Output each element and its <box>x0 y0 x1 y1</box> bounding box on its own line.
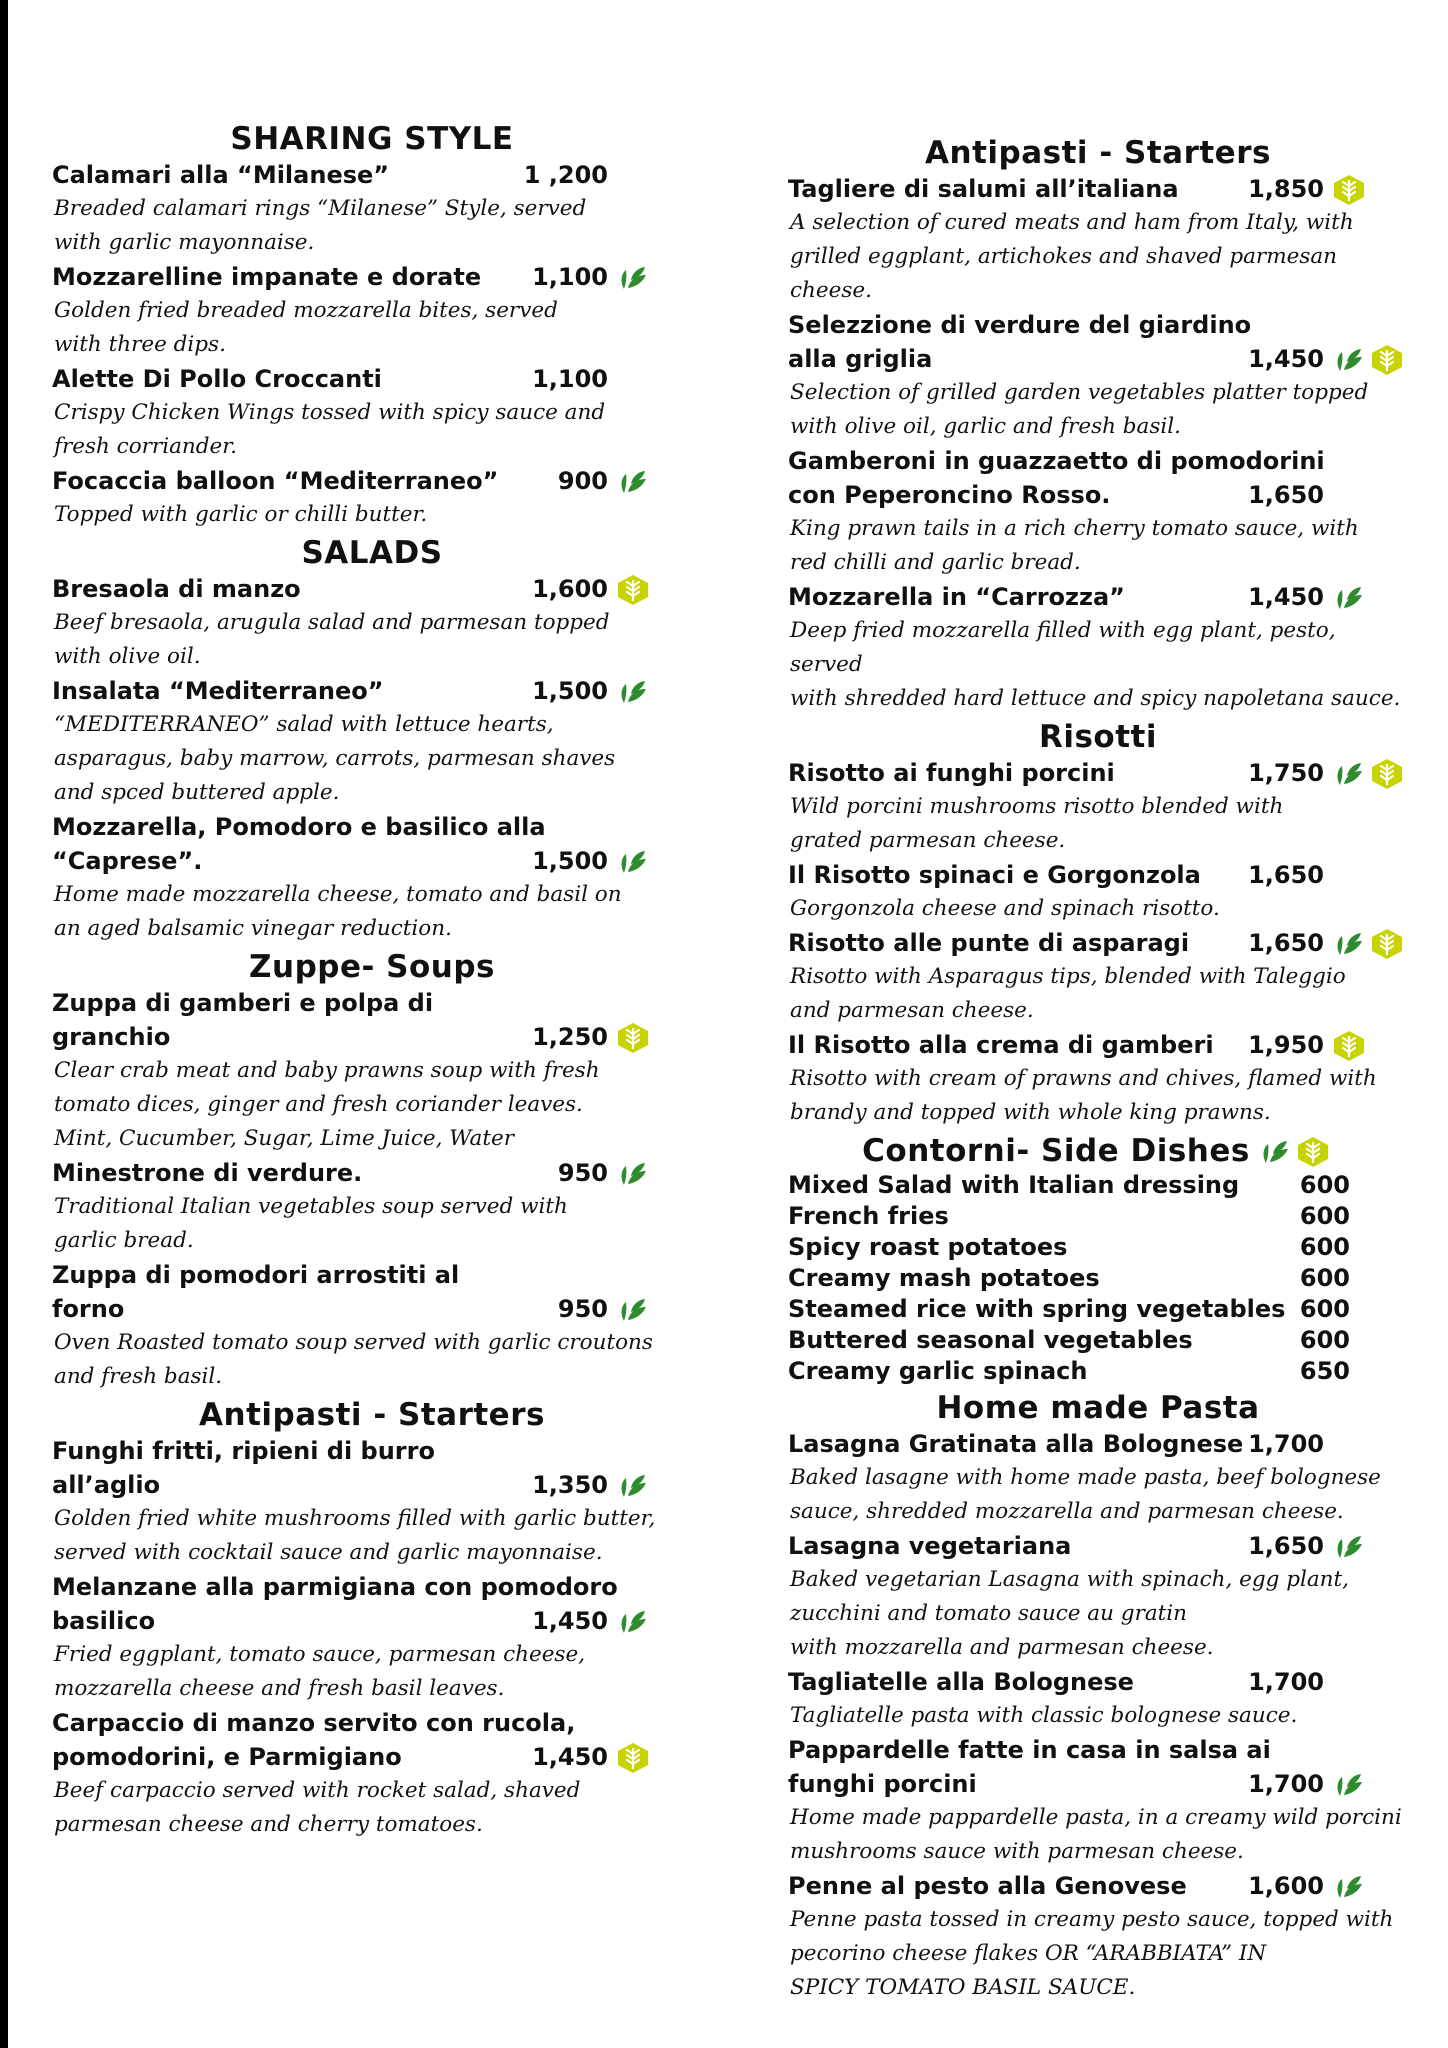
gluten-free-icon <box>616 1022 650 1052</box>
side-dish-row <box>788 1201 1408 1232</box>
menu-item <box>788 858 1408 926</box>
item-name-row <box>52 1156 692 1190</box>
item-description: and fresh basil. <box>54 1364 223 1389</box>
menu-item <box>52 1434 692 1570</box>
section-title: Zuppe- Soups <box>249 949 495 985</box>
item-description: fresh corriander. <box>54 434 237 459</box>
item-name-row <box>52 844 692 878</box>
item-price: 1,700 <box>1248 1770 1324 1798</box>
side-dish-price: 600 <box>1299 1202 1350 1230</box>
item-price: 950 <box>557 1295 608 1323</box>
item-name: Melanzane alla parmigiana con pomodoro <box>52 1573 618 1601</box>
item-description: Traditional Italian vegetables soup served with <box>54 1194 568 1219</box>
item-description: SPICY TOMATO BASIL SAUCE. <box>790 1975 1136 2000</box>
item-description: tomato dices, ginger and fresh coriander leaves. <box>54 1092 583 1117</box>
item-price: 1,850 <box>1248 175 1324 203</box>
item-name-row <box>52 572 692 606</box>
page-edge-bar <box>0 0 8 2048</box>
item-description: Tagliatelle pasta with classic bolognese sauce. <box>790 1703 1298 1728</box>
menu-item <box>788 580 1408 716</box>
diet-icons <box>1332 344 1408 374</box>
menu-item <box>52 810 692 946</box>
item-description: Baked vegetarian Lasagna with spinach, egg plant, <box>790 1567 1349 1592</box>
item-name-row <box>52 1740 692 1774</box>
section-title: Antipasti - Starters <box>925 135 1271 171</box>
diet-icons <box>616 1022 692 1052</box>
leaf-icon <box>616 676 650 706</box>
menu-item <box>788 1869 1408 2005</box>
side-dish-price: 600 <box>1299 1295 1350 1323</box>
item-price: 1,600 <box>532 575 608 603</box>
item-price: 950 <box>557 1159 608 1187</box>
side-dish-row <box>788 1356 1408 1387</box>
item-name: Lasagna vegetariana <box>788 1532 1072 1560</box>
item-price: 1 ,200 <box>523 161 608 189</box>
diet-icons <box>616 1742 692 1772</box>
item-name: Calamari alla “Milanese” <box>52 161 390 189</box>
item-description: mozzarella cheese and fresh basil leaves. <box>54 1676 505 1701</box>
diet-icons <box>1332 1871 1408 1901</box>
gluten-free-icon <box>616 574 650 604</box>
item-name-row <box>52 986 692 1020</box>
menu-item <box>788 1529 1408 1665</box>
item-description: grated parmesan cheese. <box>790 828 1066 853</box>
item-name-continued: granchio <box>52 1023 171 1051</box>
item-name-continued: basilico <box>52 1607 156 1635</box>
item-description: Deep fried mozzarella filled with egg plant, pesto, served <box>790 618 1336 677</box>
item-name: Tagliere di salumi all’italiana <box>788 175 1179 203</box>
leaf-icon <box>616 846 650 876</box>
item-name-row <box>788 342 1408 376</box>
item-price: 1,950 <box>1248 1031 1324 1059</box>
item-price: 1,500 <box>532 677 608 705</box>
item-price: 1,100 <box>532 263 608 291</box>
item-description: King prawn tails in a rich cherry tomato sauce, with <box>790 516 1359 541</box>
diet-icons <box>616 1606 692 1636</box>
item-name-row <box>52 810 692 844</box>
left-menu-column <box>52 118 692 1842</box>
diet-icons <box>616 1158 692 1188</box>
diet-icons <box>1332 1769 1408 1799</box>
menu-item <box>788 1028 1408 1130</box>
leaf-icon <box>1258 1136 1292 1166</box>
item-description: grilled eggplant, artichokes and shaved parmesan cheese. <box>790 244 1338 303</box>
item-description: Golden fried white mushrooms filled with garlic butter, <box>54 1506 656 1531</box>
item-description: with three dips. <box>54 332 226 357</box>
leaf-icon <box>616 1470 650 1500</box>
menu-item <box>788 444 1408 580</box>
menu-item <box>52 260 692 362</box>
item-price: 900 <box>557 467 608 495</box>
diet-icons <box>1332 928 1408 958</box>
item-name: Funghi fritti, ripieni di burro <box>52 1437 435 1465</box>
item-name-row <box>52 1706 692 1740</box>
item-name: Risotto alle punte di asparagi <box>788 929 1190 957</box>
item-name: Tagliatelle alla Bolognese <box>788 1668 1134 1696</box>
item-name: Minestrone di verdure. <box>52 1159 363 1187</box>
item-name-row <box>52 1434 692 1468</box>
item-price: 1,450 <box>532 1607 608 1635</box>
item-description: with olive oil. <box>54 644 201 669</box>
item-name-row <box>788 1427 1408 1461</box>
item-name: Il Risotto spinaci e Gorgonzola <box>788 861 1201 889</box>
item-name-continued: funghi porcini <box>788 1770 977 1798</box>
side-dish-name: Spicy roast potatoes <box>788 1233 1068 1261</box>
gluten-free-icon <box>1332 1030 1366 1060</box>
item-name: Gamberoni in guazzaetto di pomodorini <box>788 447 1325 475</box>
diet-icons <box>1332 582 1408 612</box>
item-description: Gorgonzola cheese and spinach risotto. <box>790 896 1220 921</box>
diet-icons <box>1332 1030 1408 1060</box>
item-name-row <box>788 1665 1408 1699</box>
item-price: 1,750 <box>1248 759 1324 787</box>
menu-item <box>52 1706 692 1842</box>
leaf-icon <box>1332 928 1366 958</box>
side-dish-price: 650 <box>1299 1357 1350 1385</box>
item-description: Fried eggplant, tomato sauce, parmesan cheese, <box>54 1642 586 1667</box>
side-dish-name: Buttered seasonal vegetables <box>788 1326 1193 1354</box>
item-name-row <box>788 858 1408 892</box>
item-price: 1,650 <box>1248 1532 1324 1560</box>
item-name-row <box>52 158 692 192</box>
item-name-row <box>788 308 1408 342</box>
gluten-free-icon <box>616 1742 650 1772</box>
item-description: Oven Roasted tomato soup served with garlic croutons <box>54 1330 653 1355</box>
item-description: Baked lasagne with home made pasta, beef bolognese <box>790 1465 1381 1490</box>
item-description: red chilli and garlic bread. <box>790 550 1081 575</box>
item-description: Beef carpaccio served with rocket salad, shaved <box>54 1778 581 1803</box>
item-name-row <box>788 1028 1408 1062</box>
menu-item <box>52 1570 692 1706</box>
item-name-continued: forno <box>52 1295 125 1323</box>
item-name-row <box>52 1258 692 1292</box>
item-name: Mozzarelline impanate e dorate <box>52 263 482 291</box>
item-description: Topped with garlic or chilli butter. <box>54 502 428 527</box>
item-description: A selection of cured meats and ham from Italy, with <box>790 210 1354 235</box>
side-dish-name: French fries <box>788 1202 949 1230</box>
diet-icons <box>1332 174 1408 204</box>
item-description: zucchini and tomato sauce au gratin <box>790 1601 1188 1626</box>
item-price: 1,450 <box>532 1743 608 1771</box>
section-title: Home made Pasta <box>936 1390 1260 1426</box>
item-name-row <box>788 580 1408 614</box>
item-name-row <box>788 756 1408 790</box>
item-name: Pappardelle fatte in casa in salsa ai <box>788 1736 1271 1764</box>
item-price: 1,250 <box>532 1023 608 1051</box>
item-name: Zuppa di pomodori arrostiti al <box>52 1261 460 1289</box>
item-name-row <box>52 1020 692 1054</box>
item-name: Insalata “Mediterraneo” <box>52 677 384 705</box>
menu-item <box>52 158 692 260</box>
item-description: served with cocktail sauce and garlic mayonnaise. <box>54 1540 603 1565</box>
diet-icons <box>616 676 692 706</box>
item-description: pecorino cheese flakes OR “ARABBIATA” IN <box>790 1941 1267 1966</box>
item-name-row <box>788 1529 1408 1563</box>
section-title <box>788 1132 1408 1170</box>
item-price: 1,650 <box>1248 929 1324 957</box>
item-name-row <box>788 172 1408 206</box>
item-name-row <box>788 1869 1408 1903</box>
leaf-icon <box>1332 1769 1366 1799</box>
leaf-icon <box>616 262 650 292</box>
gluten-free-icon <box>1296 1136 1330 1166</box>
leaf-icon <box>1332 1871 1366 1901</box>
item-description: with olive oil, garlic and fresh basil. <box>790 414 1181 439</box>
diet-icons <box>616 1294 692 1324</box>
side-dish-name: Steamed rice with spring vegetables <box>788 1295 1286 1323</box>
item-name-row <box>788 1767 1408 1801</box>
side-dish-price: 600 <box>1299 1171 1350 1199</box>
side-dish-price: 600 <box>1299 1326 1350 1354</box>
menu-item <box>788 1427 1408 1529</box>
leaf-icon <box>616 1294 650 1324</box>
item-name-row <box>52 1604 692 1638</box>
item-price: 1,450 <box>1248 345 1324 373</box>
leaf-icon <box>1332 758 1366 788</box>
side-dish-name: Creamy mash potatoes <box>788 1264 1100 1292</box>
side-dish-price: 600 <box>1299 1233 1350 1261</box>
item-name: Penne al pesto alla Genovese <box>788 1872 1187 1900</box>
item-name-continued: con Peperoncino Rosso. <box>788 481 1111 509</box>
item-name: Carpaccio di manzo servito con rucola, <box>52 1709 576 1737</box>
item-description: garlic bread. <box>54 1228 194 1253</box>
item-name-row <box>52 674 692 708</box>
leaf-icon <box>616 1606 650 1636</box>
side-dish-row <box>788 1294 1408 1325</box>
diet-icons <box>1332 1531 1408 1561</box>
item-description: Clear crab meat and baby prawns soup with fresh <box>54 1058 600 1083</box>
item-description: Wild porcini mushrooms risotto blended with <box>790 794 1284 819</box>
gluten-free-icon <box>1370 928 1404 958</box>
item-name-row <box>52 1292 692 1326</box>
menu-item <box>788 1733 1408 1869</box>
item-name-row <box>788 1733 1408 1767</box>
item-description: and spced buttered apple. <box>54 780 340 805</box>
side-dish-row <box>788 1325 1408 1356</box>
item-name: Risotto ai funghi porcini <box>788 759 1115 787</box>
section-title: Antipasti - Starters <box>199 1397 545 1433</box>
item-name: Alette Di Pollo Croccanti <box>52 365 382 393</box>
side-dish-row <box>788 1263 1408 1294</box>
item-name-row <box>52 1570 692 1604</box>
menu-item <box>788 172 1408 308</box>
item-description: an aged balsamic vinegar reduction. <box>54 916 452 941</box>
menu-item <box>52 674 692 810</box>
item-description: Mint, Cucumber, Sugar, Lime Juice, Water <box>54 1126 514 1151</box>
item-name: Selezzione di verdure del giardino <box>788 311 1252 339</box>
item-price: 1,650 <box>1248 481 1324 509</box>
section-title: Risotti <box>1038 719 1157 755</box>
item-description: Selection of grilled garden vegetables platter topped <box>790 380 1369 405</box>
side-dish-name: Creamy garlic spinach <box>788 1357 1088 1385</box>
diet-icons <box>1332 758 1408 788</box>
menu-item <box>788 926 1408 1028</box>
gluten-free-icon <box>1332 174 1366 204</box>
item-name: Lasagna Gratinata alla Bolognese <box>788 1430 1244 1458</box>
diet-icons <box>1258 1136 1334 1166</box>
item-description: Penne pasta tossed in creamy pesto sauce, topped with <box>790 1907 1394 1932</box>
item-name-row <box>788 444 1408 478</box>
item-description: with shredded hard lettuce and spicy napoletana sauce. <box>790 686 1401 711</box>
item-name-row <box>788 926 1408 960</box>
item-name: Mozzarella, Pomodoro e basilico alla <box>52 813 546 841</box>
item-description: with garlic mayonnaise. <box>54 230 315 255</box>
item-price: 1,100 <box>532 365 608 393</box>
item-description: “MEDITERRANEO” salad with lettuce hearts, <box>54 712 554 737</box>
item-price: 1,600 <box>1248 1872 1324 1900</box>
side-dish-row <box>788 1232 1408 1263</box>
item-description: mushrooms sauce with parmesan cheese. <box>790 1839 1244 1864</box>
item-price: 1,650 <box>1248 861 1324 889</box>
leaf-icon <box>1332 1531 1366 1561</box>
menu-item <box>52 1258 692 1394</box>
menu-item <box>788 756 1408 858</box>
item-name-row <box>52 260 692 294</box>
side-dish-price: 600 <box>1299 1264 1350 1292</box>
item-name-row <box>788 478 1408 512</box>
diet-icons <box>616 466 692 496</box>
item-description: Risotto with cream of prawns and chives, flamed with <box>790 1066 1377 1091</box>
item-description: with mozzarella and parmesan cheese. <box>790 1635 1214 1660</box>
menu-item <box>52 464 692 532</box>
section-title: SALADS <box>301 535 443 571</box>
item-name-row <box>52 1468 692 1502</box>
item-name-row <box>52 464 692 498</box>
item-description: Home made mozzarella cheese, tomato and basil on <box>54 882 622 907</box>
item-description: parmesan cheese and cherry tomatoes. <box>54 1812 483 1837</box>
item-price: 1,500 <box>532 847 608 875</box>
item-description: and parmesan cheese. <box>790 998 1034 1023</box>
leaf-icon <box>616 1158 650 1188</box>
item-price: 1,350 <box>532 1471 608 1499</box>
item-name-continued: all’aglio <box>52 1471 161 1499</box>
diet-icons <box>616 846 692 876</box>
leaf-icon <box>616 466 650 496</box>
item-description: Home made pappardelle pasta, in a creamy wild porcini <box>790 1805 1402 1830</box>
menu-item <box>52 362 692 464</box>
side-dish-row <box>788 1170 1408 1201</box>
menu-item <box>52 1156 692 1258</box>
item-description: brandy and topped with whole king prawns. <box>790 1100 1271 1125</box>
side-dish-name: Mixed Salad with Italian dressing <box>788 1171 1240 1199</box>
item-name-row <box>52 362 692 396</box>
menu-item <box>788 308 1408 444</box>
gluten-free-icon <box>1370 344 1404 374</box>
item-description: Crispy Chicken Wings tossed with spicy sauce and <box>54 400 606 425</box>
item-description: Beef bresaola, arugula salad and parmesan topped <box>54 610 610 635</box>
item-name-continued: “Caprese”. <box>52 847 203 875</box>
item-name: Zuppa di gamberi e polpa di <box>52 989 434 1017</box>
item-name: Il Risotto alla crema di gamberi <box>788 1031 1214 1059</box>
item-description: Risotto with Asparagus tips, blended with Taleggio <box>790 964 1346 989</box>
item-name: Focaccia balloon “Mediterraneo” <box>52 467 499 495</box>
item-description: Golden fried breaded mozzarella bites, served <box>54 298 558 323</box>
section-title: SHARING STYLE <box>230 121 514 157</box>
item-price: 1,450 <box>1248 583 1324 611</box>
item-description: asparagus, baby marrow, carrots, parmesan shaves <box>54 746 616 771</box>
gluten-free-icon <box>1370 758 1404 788</box>
item-price: 1,700 <box>1248 1430 1324 1458</box>
leaf-icon <box>1332 582 1366 612</box>
leaf-icon <box>1332 344 1366 374</box>
item-name-continued: alla griglia <box>788 345 933 373</box>
section-title-text: Contorni- Side Dishes <box>862 1133 1250 1169</box>
right-menu-column <box>788 132 1408 2005</box>
menu-item <box>52 986 692 1156</box>
diet-icons <box>616 262 692 292</box>
item-name: Mozzarella in “Carrozza” <box>788 583 1125 611</box>
item-price: 1,700 <box>1248 1668 1324 1696</box>
menu-item <box>788 1665 1408 1733</box>
diet-icons <box>616 574 692 604</box>
item-name-continued: pomodorini, e Parmigiano <box>52 1743 402 1771</box>
item-description: Breaded calamari rings “Milanese” Style, served <box>54 196 587 221</box>
item-name: Bresaola di manzo <box>52 575 301 603</box>
item-description: sauce, shredded mozzarella and parmesan cheese. <box>790 1499 1344 1524</box>
menu-item <box>52 572 692 674</box>
diet-icons <box>616 1470 692 1500</box>
